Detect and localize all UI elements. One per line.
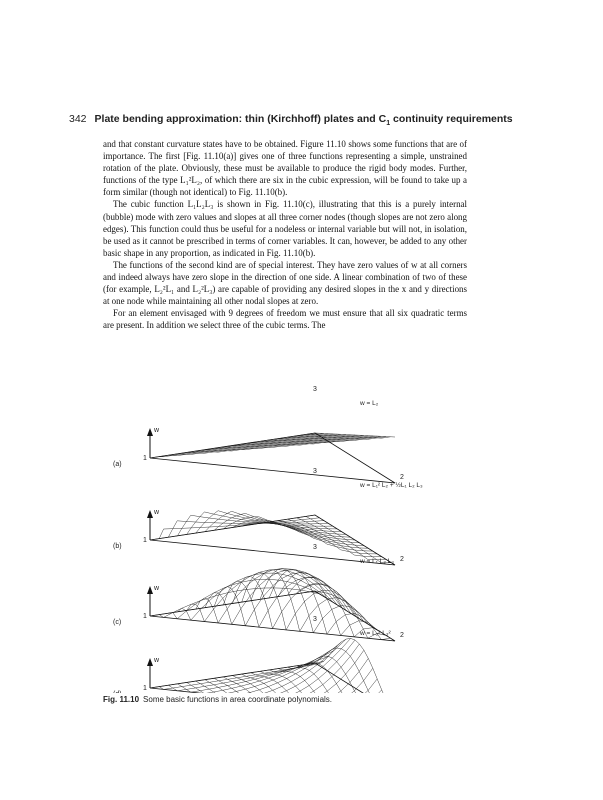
corner-label-3: 3 — [313, 386, 317, 393]
mesh-line — [177, 579, 324, 619]
corner-label-2: 2 — [400, 556, 404, 563]
running-title: Plate bending approximation: thin (Kirchhoff) plates and $C_1$ continuity requirements — [94, 113, 513, 128]
w-axis-label: w — [154, 509, 160, 516]
corner-label-1: 1 — [143, 685, 147, 692]
mesh-line — [315, 638, 395, 693]
mesh-line — [205, 511, 232, 531]
paragraph: The functions of the second kind are of special interest. They have zero values of w at all corners and indeed always have zero slope in the direction of one side. A linear combination of two of these (for example, L₂²L₁ and L₂²L₃) are capable of providing any desired slopes in the x and y directions at one node while maintaining all other nodal slopes at zero. — [103, 259, 467, 307]
mesh-line — [159, 529, 163, 539]
w-axis-label: w — [154, 657, 160, 664]
function-label: w = L₂² L₃² — [360, 630, 391, 637]
surface-panel — [150, 638, 395, 693]
function-label: w = L₁² L₂ + ½L₁ L₂ L₃ — [360, 482, 423, 489]
corner-label-3: 3 — [313, 468, 317, 475]
mesh-line — [354, 555, 382, 557]
corner-label-2: 2 — [400, 632, 404, 639]
mesh-line — [260, 671, 313, 693]
corner-label-1: 1 — [143, 613, 147, 620]
mesh-line — [178, 515, 191, 536]
panel-label: (b) — [113, 543, 122, 550]
mesh-line — [300, 650, 364, 693]
surface-panel — [150, 569, 395, 642]
panel-label: (a) — [113, 461, 122, 468]
paragraph: The cubic function L₁L₂L₃ is shown in Fig. 11.10(c), illustrating that this is a purely internal (bubble) mode with zero values and slopes at all three corner nodes (though slopes are not zero along edges). This function could thus be useful for a nodeless or internal variable but will not, in isolation, be used as it cannot be prescribed in terms of corner variables. It can, however, be added to any other basic shape in any proportion, as indicated in Fig. 11.10(b). — [103, 199, 467, 258]
w-axis-arrowhead — [147, 658, 153, 666]
mesh-line — [187, 512, 205, 535]
mesh-line — [286, 644, 359, 693]
mesh-line — [205, 593, 232, 625]
mesh-line — [187, 604, 205, 622]
mesh-line — [300, 598, 364, 632]
w-axis-arrowhead — [147, 510, 153, 518]
mesh-line — [204, 512, 332, 526]
panel-label: (c) — [113, 619, 122, 626]
w-axis-arrowhead — [147, 428, 153, 436]
figure-caption — [103, 695, 332, 704]
mesh-line — [327, 668, 373, 693]
mesh-line — [306, 516, 382, 563]
corner-label-1: 1 — [143, 537, 147, 544]
paragraph: For an element envisaged with 9 degrees of freedom we must ensure that all six quadratic terms are present. In addition we select three of the cubic terms. The — [103, 308, 467, 331]
running-header — [69, 113, 513, 127]
page-number: 342 — [69, 113, 87, 125]
w-axis-arrowhead — [147, 586, 153, 594]
figure-11-10 — [110, 383, 470, 698]
paragraph: and that constant curvature states have to be obtained. Figure 11.10 shows some functions that are of importance. The first [Fig. 11.10(a)] gives one of three functions representing a simple, unstrained rotation of the plate. Obviously, these must be available to produce the rigid body modes. Further, functions of the type L₁²L₂, of which there are six in the cubic expression, will be found to take up a form similar (though not identical) to Fig. 11.10(b). — [103, 139, 467, 198]
surface-panel — [150, 433, 395, 458]
function-label: w = L₂ — [360, 400, 379, 407]
body-text — [103, 138, 467, 332]
panel-label — [113, 691, 122, 693]
corner-label-3: 3 — [313, 616, 317, 623]
caption-label: Fig. 11.10 — [103, 695, 140, 704]
caption-text: Some basic functions in area coordinate polynomials. — [143, 695, 333, 704]
function-label: w = L₁ L₂ L₃ — [360, 558, 394, 565]
mesh-line — [269, 522, 327, 544]
w-axis-label: w — [154, 585, 160, 592]
mesh-line — [269, 670, 327, 693]
w-axis-label: w — [154, 427, 160, 434]
mesh-line — [233, 676, 273, 694]
mesh-line — [191, 657, 328, 693]
base-triangle — [150, 663, 395, 693]
mesh-line — [251, 570, 300, 632]
mesh-line — [306, 648, 382, 693]
corner-label-1: 1 — [143, 455, 147, 462]
figure-plots — [110, 383, 470, 693]
corner-label-3: 3 — [313, 544, 317, 551]
corner-label-2: 2 — [400, 474, 404, 481]
surface-panel — [150, 511, 395, 565]
